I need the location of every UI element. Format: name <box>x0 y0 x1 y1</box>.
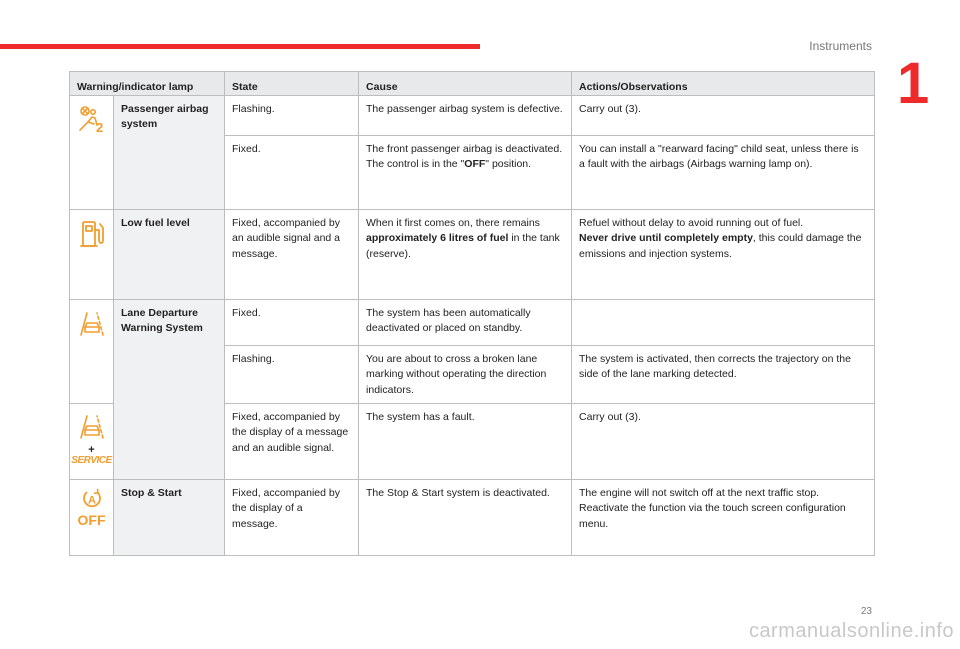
lamp-name-lane-departure: Lane Departure Warning System <box>114 300 225 480</box>
header-lamp: Warning/indicator lamp <box>70 72 225 96</box>
lamp-name-stop-start: Stop & Start <box>114 480 225 556</box>
svg-text:2: 2 <box>95 120 103 135</box>
actions-cell: Carry out (3). <box>572 404 875 480</box>
stop-start-letter: A <box>87 494 96 507</box>
actions-bold-text: Never drive until completely empty <box>579 232 753 245</box>
icon-cell <box>70 96 114 210</box>
cause-cell <box>359 136 572 210</box>
actions-cell <box>572 210 875 300</box>
header-state: State <box>225 72 359 96</box>
actions-cell: You can install a "rearward facing" child seat, unless there is a fault with the airbags (Airbags warning lamp on). <box>572 136 875 210</box>
cause-bold-text: approximately 6 litres of fuel <box>366 232 509 245</box>
state-cell: Flashing. <box>225 96 359 136</box>
cause-bold-text: OFF <box>464 158 486 171</box>
lane-departure-service-icon <box>70 412 113 467</box>
state-cell: Fixed, accompanied by an audible signal and a message. <box>225 210 359 300</box>
icon-cell <box>70 404 114 480</box>
cause-text: The front passenger airbag is deactivated. <box>366 143 563 156</box>
stop-start-off-label: OFF <box>77 512 106 529</box>
chapter-number: 1 <box>897 51 930 116</box>
actions-cell: The system is activated, then corrects the trajectory on the side of the lane marking detected. <box>572 346 875 404</box>
state-cell: Flashing. <box>225 346 359 404</box>
state-cell: Fixed. <box>225 300 359 346</box>
cause-text: The control is in the " <box>366 158 465 171</box>
section-title: Instruments <box>809 39 872 53</box>
icon-cell <box>70 300 114 404</box>
watermark-text: carmanualsonline.info <box>748 620 954 642</box>
cause-cell: The system has been automatically deactivated or placed on standby. <box>359 300 572 346</box>
actions-text: Refuel without delay to avoid running out of fuel. <box>579 217 804 230</box>
header-actions: Actions/Observations <box>572 72 875 96</box>
lamp-name-low-fuel: Low fuel level <box>114 210 225 300</box>
cause-cell: The passenger airbag system is defective. <box>359 96 572 136</box>
actions-cell <box>572 300 875 346</box>
cause-cell: The system has a fault. <box>359 404 572 480</box>
table-row <box>70 480 875 556</box>
state-cell: Fixed, accompanied by the display of a message and an audible signal. <box>225 404 359 480</box>
cause-text: " position. <box>485 158 532 171</box>
cause-cell: You are about to cross a broken lane marking without operating the direction indicators. <box>359 346 572 404</box>
lane-departure-icon <box>76 329 108 341</box>
table-row <box>70 300 875 346</box>
actions-text: , this could damage the emissions and injection systems. <box>579 232 862 260</box>
cause-text: When it first comes on, there remains <box>366 217 540 230</box>
lamp-name-passenger-airbag: Passenger airbag system <box>114 96 225 210</box>
cause-cell <box>359 210 572 300</box>
cause-cell: The Stop & Start system is deactivated. <box>359 480 572 556</box>
icon-cell <box>70 210 114 300</box>
table-row <box>70 96 875 136</box>
state-cell: Fixed. <box>225 136 359 210</box>
state-cell: Fixed, accompanied by the display of a message. <box>225 480 359 556</box>
fuel-pump-icon <box>77 241 107 253</box>
header-cause: Cause <box>359 72 572 96</box>
page-number: 23 <box>860 606 872 617</box>
stop-start-off-icon <box>70 488 113 527</box>
header-red-bar <box>0 44 480 49</box>
actions-cell: Carry out (3). <box>572 96 875 136</box>
service-plus: + <box>88 444 95 457</box>
service-label: SERVICE <box>71 455 112 467</box>
cause-text: in the tank (reserve). <box>366 232 560 260</box>
table-row <box>70 210 875 300</box>
passenger-airbag-icon <box>77 120 107 137</box>
warning-lamps-table <box>69 71 875 556</box>
actions-cell: The engine will not switch off at the next traffic stop. Reactivate the function via the touch screen configuration menu. <box>572 480 875 556</box>
icon-cell <box>70 480 114 556</box>
table-header-row <box>70 72 875 96</box>
